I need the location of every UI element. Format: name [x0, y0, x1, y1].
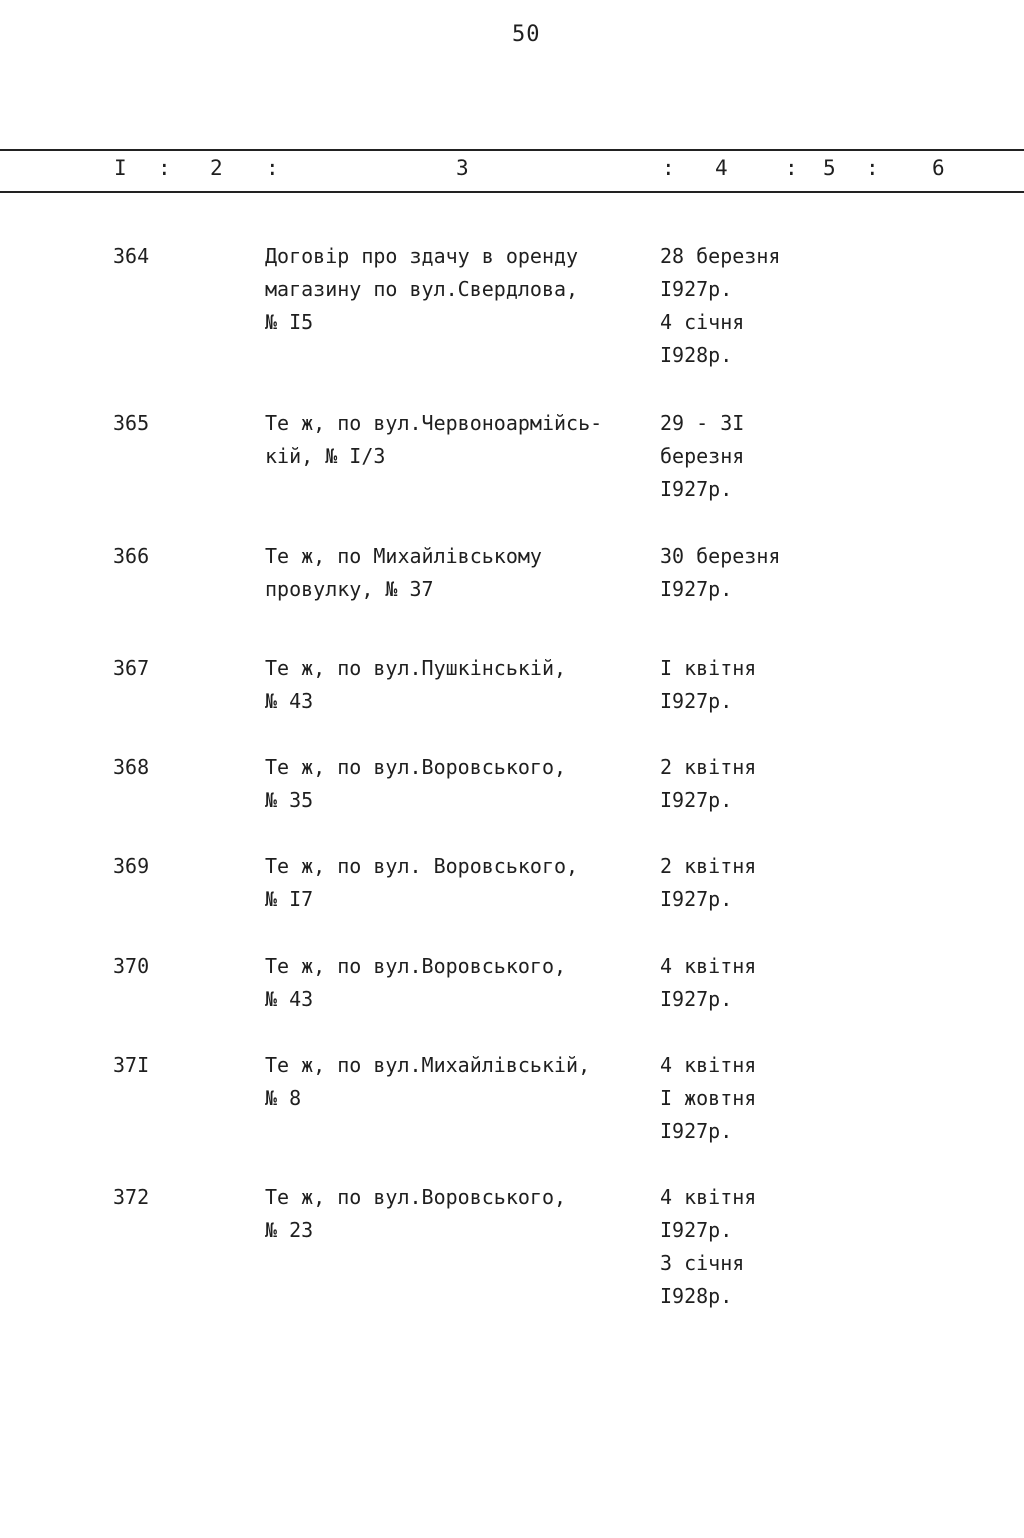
entry-title-line: № 8: [265, 1086, 302, 1110]
column-header-2: 2: [210, 156, 223, 180]
entry-title: [265, 751, 660, 817]
entry-number: 366: [113, 544, 150, 568]
entry-title-line: № 35: [265, 788, 314, 812]
entry-title-line: Те ж, по вул.Воровського,: [265, 755, 567, 779]
column-header-4: 4: [715, 156, 728, 180]
entry-date: [660, 950, 860, 1016]
entry-title: [265, 1049, 660, 1115]
entry-title-line: Те ж, по вул.Червоноармійсь-: [265, 411, 603, 435]
entry-number: 372: [113, 1185, 150, 1209]
entry-date-line: I927р.: [660, 887, 733, 911]
column-separator: :: [158, 156, 171, 180]
entry-title: [265, 1181, 660, 1247]
entry-date: [660, 1181, 860, 1313]
entry-title-line: кій, № I/3: [265, 444, 386, 468]
entry-date: [660, 751, 860, 817]
entry-date-line: I927р.: [660, 788, 733, 812]
entry-title: [265, 652, 660, 718]
entry-date: [660, 1049, 860, 1148]
entry-date: [660, 407, 860, 506]
entry-date-line: I927р.: [660, 277, 733, 301]
entry-title: [265, 407, 660, 473]
entry-number: 364: [113, 244, 150, 268]
entry-date-line: 2 квітня: [660, 854, 757, 878]
entry-title-line: Те ж, по Михайлівському: [265, 544, 542, 568]
entry-date-line: 30 березня: [660, 544, 781, 568]
entry-date-line: I927р.: [660, 987, 733, 1011]
entry-number: 365: [113, 411, 150, 435]
entry-number: 370: [113, 954, 150, 978]
entry-date-line: 28 березня: [660, 244, 781, 268]
entry-date-line: 2 квітня: [660, 755, 757, 779]
entry-date-line: 4 квітня: [660, 954, 757, 978]
entry-date-line: 4 квітня: [660, 1053, 757, 1077]
entry-title-line: провулку, № 37: [265, 577, 434, 601]
entry-title-line: Те ж, по вул.Воровського,: [265, 954, 567, 978]
entry-date: [660, 850, 860, 916]
column-separator: :: [662, 156, 675, 180]
entry-date-line: I927р.: [660, 477, 733, 501]
entry-date-line: 29 - 3I: [660, 411, 745, 435]
entry-date-line: I928р.: [660, 343, 733, 367]
column-header-5: 5: [823, 156, 836, 180]
entry-date-line: I927р.: [660, 1119, 733, 1143]
entry-title: [265, 850, 660, 916]
entry-number: 37I: [113, 1053, 150, 1077]
entry-date-line: I квітня: [660, 656, 757, 680]
entry-date-line: I927р.: [660, 689, 733, 713]
entry-date-line: 4 січня: [660, 310, 745, 334]
header-rule-top: [0, 149, 1024, 151]
entry-number: 368: [113, 755, 150, 779]
entry-title-line: Те ж, по вул. Воровського,: [265, 854, 579, 878]
column-separator: :: [866, 156, 879, 180]
entry-date: [660, 540, 860, 606]
column-header-6: 6: [932, 156, 945, 180]
entry-title: [265, 240, 660, 339]
entry-date-line: I927р.: [660, 1218, 733, 1242]
entry-title-line: № I7: [265, 887, 314, 911]
entry-date-line: 4 квітня: [660, 1185, 757, 1209]
entry-date-line: I927р.: [660, 577, 733, 601]
column-separator: :: [785, 156, 798, 180]
entry-date-line: березня: [660, 444, 745, 468]
entry-date-line: I928р.: [660, 1284, 733, 1308]
entry-title: [265, 540, 660, 606]
entry-title-line: № I5: [265, 310, 314, 334]
entry-date: [660, 652, 860, 718]
entry-date: [660, 240, 860, 372]
entry-number: 367: [113, 656, 150, 680]
entry-title-line: № 43: [265, 987, 314, 1011]
entry-date-line: 3 січня: [660, 1251, 745, 1275]
entry-number: 369: [113, 854, 150, 878]
column-header-1: I: [114, 156, 127, 180]
entry-title: [265, 950, 660, 1016]
entry-title-line: Договір про здачу в оренду: [265, 244, 579, 268]
entry-title-line: № 23: [265, 1218, 314, 1242]
entry-title-line: магазину по вул.Свердлова,: [265, 277, 579, 301]
entry-title-line: № 43: [265, 689, 314, 713]
header-rule-bottom: [0, 191, 1024, 193]
entry-date-line: I жовтня: [660, 1086, 757, 1110]
column-separator: :: [266, 156, 279, 180]
column-header-3: 3: [456, 156, 469, 180]
entry-title-line: Те ж, по вул.Пушкінській,: [265, 656, 567, 680]
entry-title-line: Те ж, по вул.Михайлівській,: [265, 1053, 591, 1077]
entry-title-line: Те ж, по вул.Воровського,: [265, 1185, 567, 1209]
page-number: 50: [512, 22, 541, 47]
